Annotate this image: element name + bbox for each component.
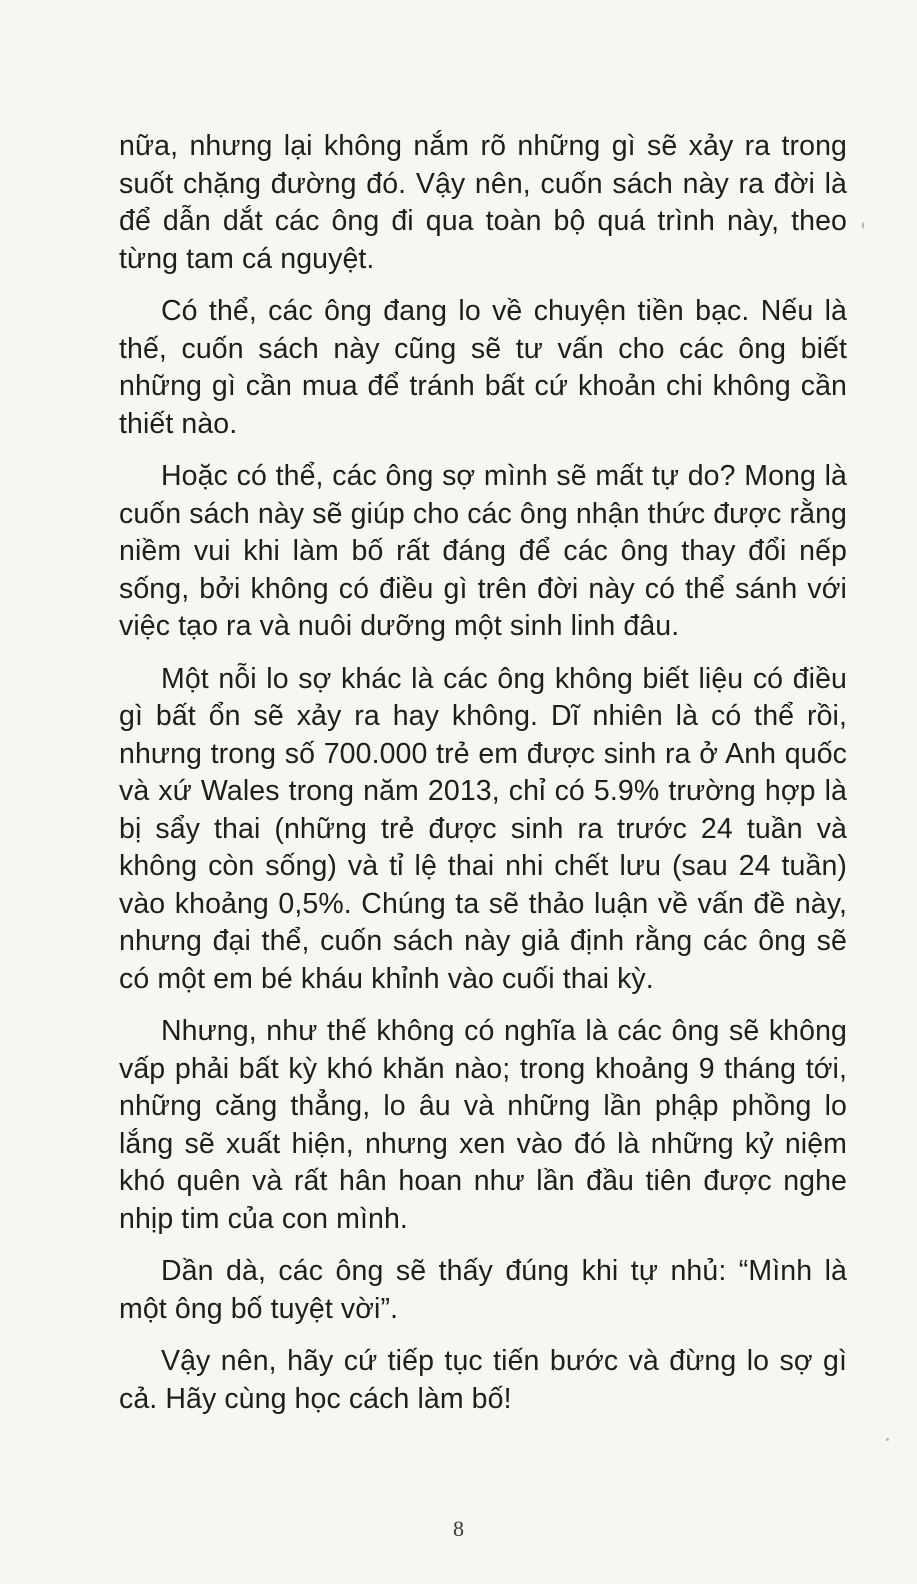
paragraph: Nhưng, như thế không có nghĩa là các ông sẽ không vấp phải bất kỳ khó khăn nào; trong khoảng 9 tháng tới, những căng thẳng, lo âu và những lần phập phồng lo lắng sẽ xuất hiện, nhưng xen vào đó là những kỷ niệm khó quên và rất hân hoan như lần đầu tiên được nghe nhịp tim của con mình. bbox=[119, 1015, 847, 1235]
body-text bbox=[119, 128, 847, 1418]
paper-speck bbox=[886, 1438, 889, 1441]
paper-speck bbox=[862, 222, 864, 229]
paragraph: Vậy nên, hãy cứ tiếp tục tiến bước và đừng lo sợ gì cả. Hãy cùng học cách làm bố! bbox=[119, 1345, 847, 1415]
paragraph: Hoặc có thể, các ông sợ mình sẽ mất tự do? Mong là cuốn sách này sẽ giúp cho các ông nhận thức được rằng niềm vui khi làm bố rất đáng để các ông thay đổi nếp sống, bởi không có điều gì trên đời này có thể sánh với việc tạo ra và nuôi dưỡng một sinh linh đâu. bbox=[119, 460, 847, 642]
paragraph: Có thể, các ông đang lo về chuyện tiền bạc. Nếu là thế, cuốn sách này cũng sẽ tư vấn cho các ông biết những gì cần mua để tránh bất cứ khoản chi không cần thiết nào. bbox=[119, 295, 847, 440]
paragraph: Dần dà, các ông sẽ thấy đúng khi tự nhủ: “Mình là một ông bố tuyệt vời”. bbox=[119, 1255, 847, 1325]
paragraph: nữa, nhưng lại không nắm rõ những gì sẽ xảy ra trong suốt chặng đường đó. Vậy nên, cuốn sách này ra đời là để dẫn dắt các ông đi qua toàn bộ quá trình này, theo từng tam cá nguyệt. bbox=[119, 130, 847, 275]
paragraph: Một nỗi lo sợ khác là các ông không biết liệu có điều gì bất ổn sẽ xảy ra hay không. Dĩ nhiên là có thể rồi, nhưng trong số 700.000 trẻ em được sinh ra ở Anh quốc và xứ Wales trong năm 2013, chỉ có 5.9% trường hợp là bị sẩy thai (những trẻ được sinh ra trước 24 tuần và không còn sống) và tỉ lệ thai nhi chết lưu (sau 24 tuần) vào khoảng 0,5%. Chúng ta sẽ thảo luận về vấn đề này, nhưng đại thể, cuốn sách này giả định rằng các ông sẽ có một em bé kháu khỉnh vào cuối thai kỳ. bbox=[119, 662, 847, 995]
page-number: 8 bbox=[453, 1516, 464, 1541]
